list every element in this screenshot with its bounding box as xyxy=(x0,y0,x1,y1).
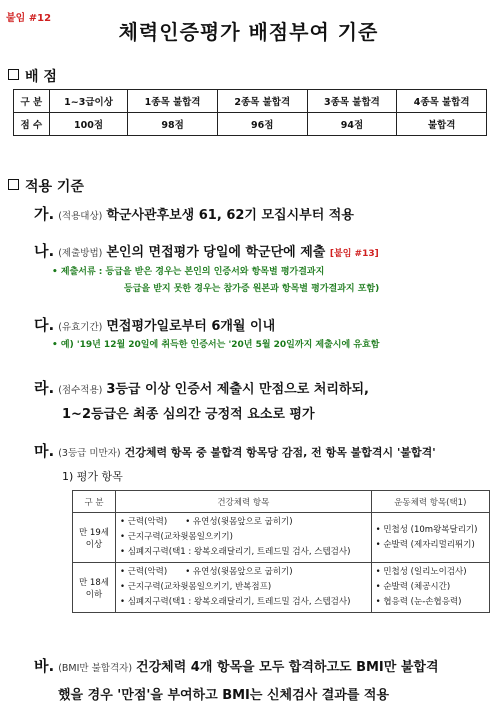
eval-items-subtitle: 1) 평가 항목 xyxy=(62,470,123,483)
checkbox-square-icon xyxy=(8,179,19,190)
item-text: 면접평가일로부터 6개월 이내 xyxy=(106,319,276,334)
health-item-line: • 근지구력(교차윗몸일으키기) xyxy=(120,532,233,542)
table-row xyxy=(14,113,487,136)
table-cell: 100점 xyxy=(49,113,127,136)
checkbox-square-icon xyxy=(8,69,19,80)
health-item-line: • 심폐지구력(택1 : 왕복오래달리기, 트레드밀 검사, 스텝검사) xyxy=(120,547,351,557)
item-marker: 라. xyxy=(34,379,55,397)
item-paren: (3등급 미만자) xyxy=(58,448,121,459)
health-items-cell xyxy=(116,563,372,613)
table-header-row xyxy=(14,90,487,113)
exercise-item-line: • 민첩성 (10m왕복달리기) xyxy=(375,524,478,535)
item-na xyxy=(34,240,379,261)
table-cell: 1종목 불합격 xyxy=(128,90,218,113)
health-items-cell xyxy=(116,513,372,563)
item-ra xyxy=(34,377,369,398)
item-marker: 마. xyxy=(34,442,55,460)
item-ba-line2: 했을 경우 '만점'을 부여하고 BMI는 신체검사 결과를 적용 xyxy=(58,688,390,703)
item-paren: (유효기간) xyxy=(58,322,103,333)
exercise-item-line: • 협응력 (눈-손협응력) xyxy=(375,597,462,607)
exercise-item-line: • 순발력 (제자리멀리뛰기) xyxy=(375,539,475,550)
item-paren: (제출방법) xyxy=(58,248,103,259)
section-score-heading xyxy=(8,66,57,86)
table-header-row xyxy=(73,491,490,513)
table-cell: 3종목 불합격 xyxy=(307,90,397,113)
health-item-line: • 근지구력(교차윗몸일으키기, 반복점프) xyxy=(120,582,272,592)
score-table xyxy=(13,89,487,136)
exercise-item-line: • 민첩성 (일리노이검사) xyxy=(375,567,467,577)
table-cell: 구 분 xyxy=(73,491,116,513)
table-cell: 98점 xyxy=(128,113,218,136)
health-item-line: • 근력(악력) • 유연성(윗몸앞으로 굽히기) xyxy=(120,517,293,527)
item-text: 3등급 이상 인증서 제출시 만점으로 처리하되, xyxy=(106,382,369,397)
item-ma xyxy=(34,440,436,461)
eval-table xyxy=(72,490,490,613)
table-cell: 1~3급이상 xyxy=(49,90,127,113)
table-row xyxy=(73,563,490,613)
page-title: 체력인증평가 배점부여 기준 xyxy=(118,20,379,44)
item-paren: (BMI만 불합격자) xyxy=(58,663,133,674)
age-cell: 만 19세 이상 xyxy=(73,513,116,563)
item-na-note2: 등급을 받지 못한 경우는 참가증 원본과 항목별 평가결과지 포함) xyxy=(124,284,380,294)
table-cell: 점 수 xyxy=(14,113,50,136)
item-da xyxy=(34,314,275,335)
section-score-title: 배 점 xyxy=(25,69,57,85)
exercise-item-line: • 순발력 (체공시간) xyxy=(375,582,451,592)
item-ba xyxy=(34,655,439,676)
item-paren: (점수적용) xyxy=(58,385,103,396)
item-text: 학군사관후보생 61, 62기 모집시부터 적용 xyxy=(106,208,354,223)
table-cell: 96점 xyxy=(217,113,307,136)
item-marker: 다. xyxy=(34,316,55,334)
item-marker: 나. xyxy=(34,242,55,260)
exercise-items-cell xyxy=(371,513,489,563)
table-cell: 구 분 xyxy=(14,90,50,113)
item-da-note: • 예) '19년 12월 20일에 취득한 인증서는 '20년 5월 20일까지 제출시에 유효함 xyxy=(52,340,380,350)
item-paren: (적용대상) xyxy=(58,211,103,222)
item-na-note1: • 제출서류 : 등급을 받은 경우는 본인의 인증서와 항목별 평가결과지 xyxy=(52,267,325,277)
health-item-line: • 심폐지구력(택1 : 왕복오래달리기, 트레드밀 검사, 스텝검사) xyxy=(120,597,351,607)
item-text: 본인의 면접평가 당일에 학군단에 제출 xyxy=(106,245,326,260)
exercise-items-cell xyxy=(371,563,489,613)
item-marker: 바. xyxy=(34,657,55,675)
section-criteria-heading xyxy=(8,176,84,196)
table-cell: 94점 xyxy=(307,113,397,136)
table-cell: 불합격 xyxy=(397,113,487,136)
section-criteria-title: 적용 기준 xyxy=(25,179,84,195)
table-cell: 2종목 불합격 xyxy=(217,90,307,113)
item-text: 건강체력 4개 항목을 모두 합격하고도 BMI만 불합격 xyxy=(136,660,439,675)
item-ra-line2: 1~2등급은 최종 심의간 긍정적 요소로 평가 xyxy=(62,407,315,422)
attachment-tag: 붙임 #12 xyxy=(6,13,52,24)
table-row xyxy=(73,513,490,563)
item-text: 건강체력 항목 중 불합격 항목당 감점, 전 항목 불합격시 '불합격' xyxy=(124,446,436,459)
attachment-ref-link[interactable]: [붙임 #13] xyxy=(329,249,379,259)
health-item-line: • 근력(악력) • 유연성(윗몸앞으로 굽히기) xyxy=(120,567,293,577)
age-cell: 만 18세 이하 xyxy=(73,563,116,613)
table-cell: 운동체력 항목(택1) xyxy=(371,491,489,513)
table-cell: 4종목 불합격 xyxy=(397,90,487,113)
table-cell: 건강체력 항목 xyxy=(116,491,372,513)
item-ga xyxy=(34,203,354,224)
item-marker: 가. xyxy=(34,205,55,223)
